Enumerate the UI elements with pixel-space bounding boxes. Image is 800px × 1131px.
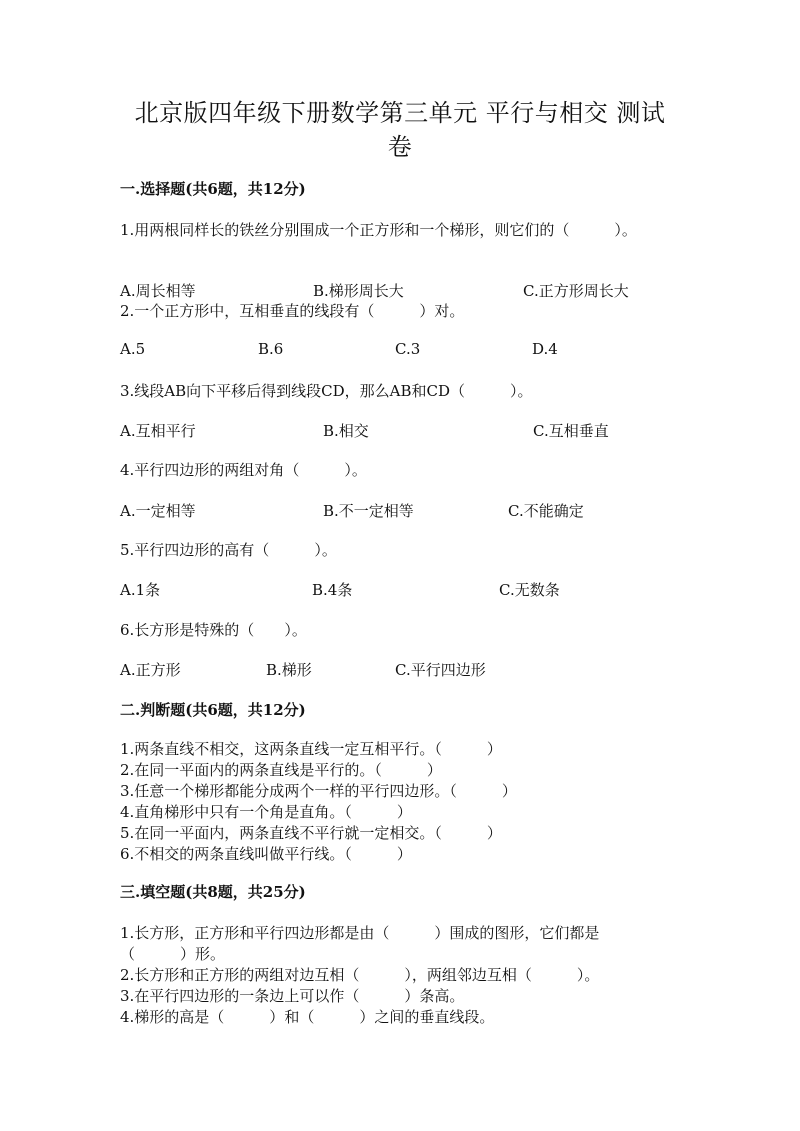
choice-6-option-a: A.正方形 [120,661,181,679]
choice-1-option-b: B.梯形周长大 [313,282,404,300]
true-false-item-4: 4.直角梯形中只有一个角是直角。（ ） [120,803,412,821]
choice-question-1: 1.用两根同样长的铁丝分别围成一个正方形和一个梯形，则它们的（ ）。 [120,221,637,239]
choice-1-option-c: C.正方形周长大 [523,282,629,300]
choice-6-option-c: C.平行四边形 [395,661,486,679]
title-line-1: 北京版四年级下册数学第三单元 平行与相交 测试 [134,99,666,127]
choice-question-6: 6.长方形是特殊的（ ）。 [120,621,307,639]
fill-blank-item-1-continued: （ ）形。 [120,945,226,963]
fill-blank-item-2: 2.长方形和正方形的两组对边互相（ ），两组邻边互相（ ）。 [120,966,600,984]
choice-question-2: 2.一个正方形中，互相垂直的线段有（ ）对。 [120,302,465,320]
choice-3-option-a: A.互相平行 [120,422,196,440]
page-title [120,96,680,164]
choice-5-option-b: B.4条 [312,581,353,599]
choice-4-option-a: A.一定相等 [120,502,196,520]
section-heading-fill-blank: 三.填空题(共8题，共25分) [120,883,306,901]
choice-5-option-a: A.1条 [120,581,161,599]
choice-2-option-b: B.6 [258,340,284,358]
true-false-item-5: 5.在同一平面内，两条直线不平行就一定相交。（ ） [120,824,502,842]
fill-blank-item-3: 3.在平行四边形的一条边上可以作（ ）条高。 [120,987,465,1005]
fill-blank-item-1: 1.长方形，正方形和平行四边形都是由（ ）围成的图形，它们都是 [120,924,600,942]
true-false-item-1: 1.两条直线不相交，这两条直线一定互相平行。（ ） [120,740,502,758]
section-heading-true-false: 二.判断题(共6题，共12分) [120,701,306,719]
choice-question-3: 3.线段AB向下平移后得到线段CD，那么AB和CD（ ）。 [120,382,533,400]
true-false-item-6: 6.不相交的两条直线叫做平行线。（ ） [120,845,412,863]
true-false-item-2: 2.在同一平面内的两条直线是平行的。（ ） [120,761,442,779]
choice-1-option-a: A.周长相等 [120,282,196,300]
choice-2-option-d: D.4 [532,340,558,358]
choice-3-option-c: C.互相垂直 [533,422,609,440]
choice-6-option-b: B.梯形 [266,661,312,679]
title-line-2: 卷 [387,133,413,161]
true-false-item-3: 3.任意一个梯形都能分成两个一样的平行四边形。（ ） [120,782,517,800]
section-heading-choice: 一.选择题(共6题，共12分) [120,180,306,198]
choice-4-option-c: C.不能确定 [508,502,584,520]
choice-question-5: 5.平行四边形的高有（ ）。 [120,541,337,559]
choice-3-option-b: B.相交 [323,422,369,440]
choice-4-option-b: B.不一定相等 [323,502,414,520]
choice-2-option-a: A.5 [120,340,146,358]
choice-2-option-c: C.3 [395,340,421,358]
fill-blank-item-4: 4.梯形的高是（ ）和（ ）之间的垂直线段。 [120,1008,495,1026]
choice-question-4: 4.平行四边形的两组对角（ ）。 [120,461,367,479]
choice-5-option-c: C.无数条 [499,581,560,599]
